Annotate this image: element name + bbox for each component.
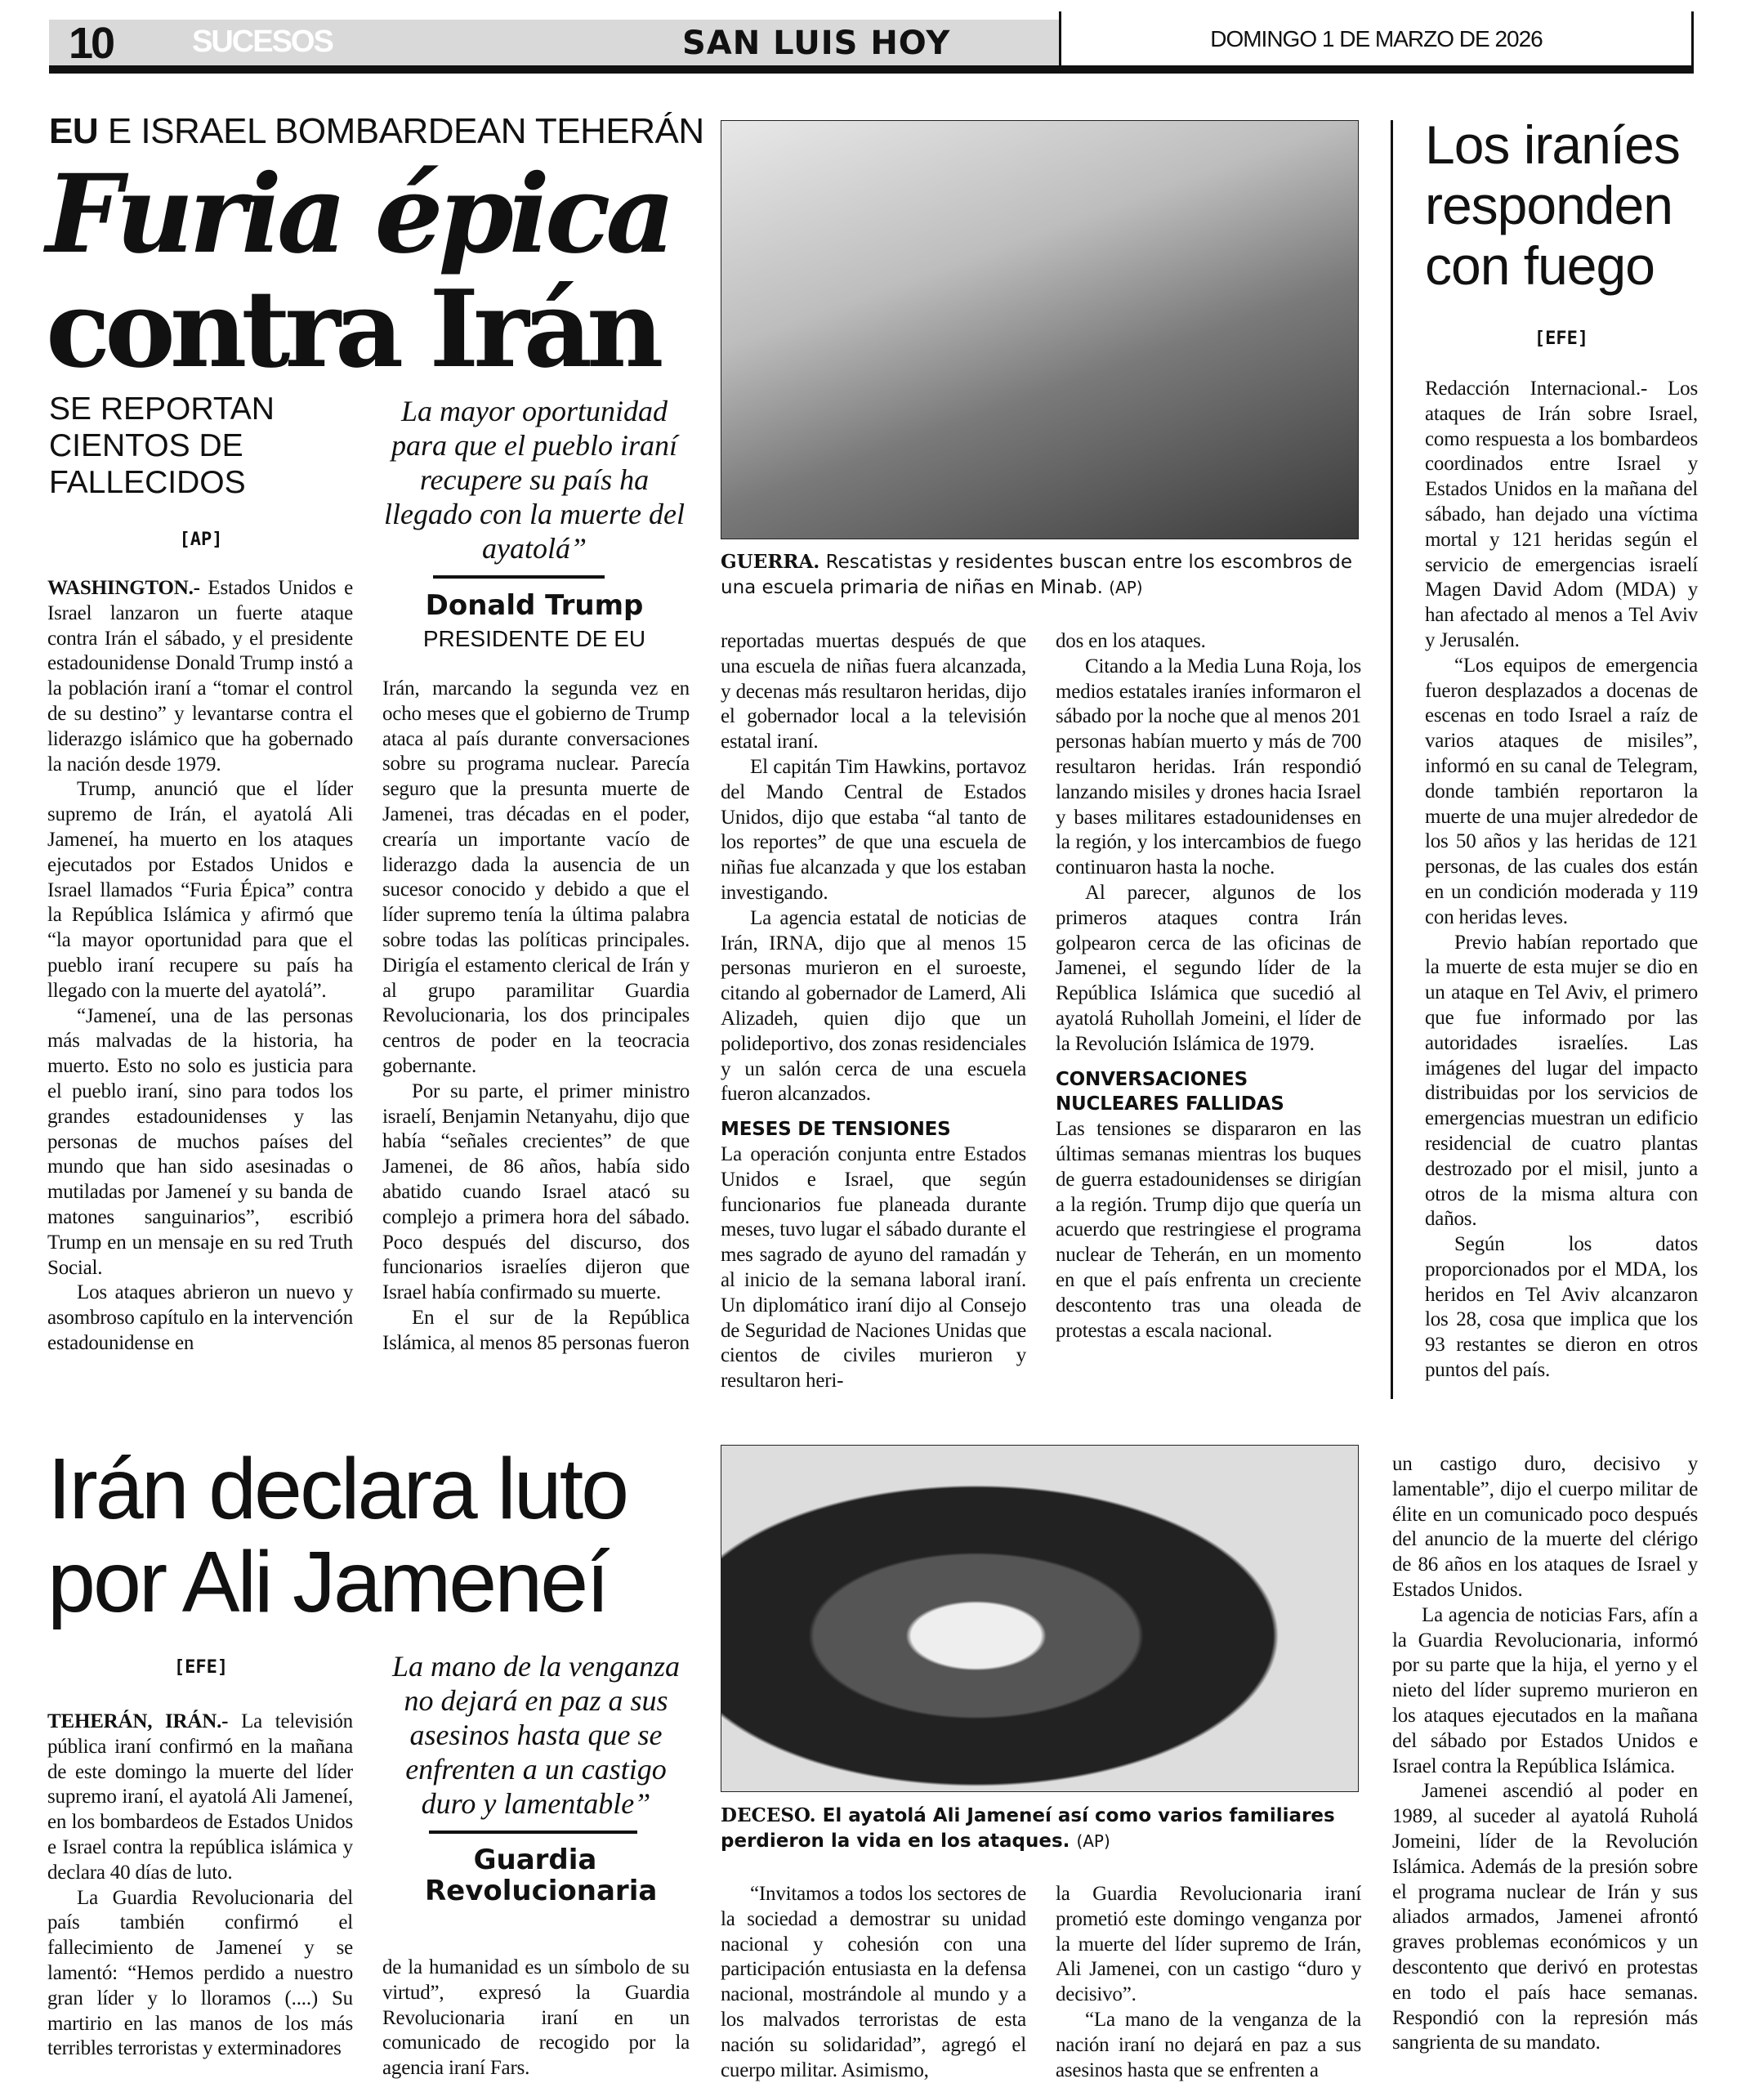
ayatollah-photo <box>721 1445 1359 1792</box>
paragraph: Jamenei ascendió al poder en 1989, al suceder al ayatolá Ruholá Jomeini, líder de la Revolución Islámica. Además de la presión sobre el programa nuclear de Irán y sus aliados armados, Jamenei afrontó graves problemas económicos y un descontento que derivó en protestas en todo el país hace semanas. Respondió con la represión más sangrienta de su mandato. <box>1392 1780 1698 2054</box>
paragraph: “Jameneí, una de las personas más malvadas de la historia, ha muerto. Esto no solo es justicia para el pueblo iraní, sino para todos los grandes estadounidenses y las personas de muchos países del mundo que han sido asesinadas o mutiladas por Jameneí y su banda de matones sanguinarios”, escribió Trump en un mensaje en su red Truth Social. <box>47 1004 353 1279</box>
section-name: SUCESOS <box>192 25 333 59</box>
photo-caption <box>721 549 1359 601</box>
paragraph: “Invitamos a todos los sectores de la sociedad a demostrar su unidad nacional y cohesión con una participación entusiasta en la defensa nacional, mostrándole al mundo y a los malvados terroristas de esta nación su solidaridad”, agregó el cuerpo militar. Asimismo, <box>721 1883 1026 2081</box>
quote-author: Donald Trump <box>425 589 644 622</box>
photo-caption <box>721 1803 1359 1854</box>
headline-line2: contra Irán <box>46 266 659 391</box>
quote-role: PRESIDENTE DE EU <box>422 626 646 651</box>
quote-author: Guardia Revolucionaria <box>425 1844 658 1907</box>
paragraph: dos en los ataques. <box>1056 630 1206 652</box>
story2-headline: Los iraníes responden con fuego <box>1425 114 1680 296</box>
paragraph: Previo habían reportado que la muerte de esta mujer se dio en un ataque en Tel Aviv, el primero que fue informado por las autoridades israelíes. Las imágenes del lugar del impacto distribuidas por los servicios de emergencias muestran un edificio residencial de cuatro plantas destrozado por el misil, junto a otros de la misma altura con daños. <box>1425 931 1698 1231</box>
kicker-text: E ISRAEL BOMBARDEAN TEHERÁN <box>107 111 704 151</box>
paragraph: En el sur de la República Islámica, al menos 85 personas fueron <box>382 1306 690 1354</box>
issue-date: DOMINGO 1 DE MARZO DE 2026 <box>1059 11 1694 67</box>
paragraph: La televisión pública iraní confirmó en la mañana de este domingo la muerte del líder supremo iraní, el ayatolá Ali Jameneí, en los bombardeos de Estados Unidos e Israel contra la república islámica y declara 40 días de luto. <box>47 1710 353 1884</box>
story3-column-3 <box>721 1882 1026 2083</box>
quote-divider <box>429 1830 637 1834</box>
paragraph: El capitán Tim Hawkins, portavoz del Mando Central de Estados Unidos, dijo que estaba “al tanto de los reportes” de que una escuela de niñas fue alcanzada y que los estaban investigando. <box>721 755 1026 904</box>
story3-credit: [EFE] <box>173 1657 229 1678</box>
story1-column-3 <box>721 629 1026 1394</box>
paragraph: la Guardia Revolucionaria iraní prometió este domingo venganza por la muerte del líder supremo de Irán, Ali Jamenei, con un castigo “duro y decisivo”. <box>1056 1883 1361 2006</box>
paragraph: “La mano de la venganza de la nación iraní no dejará en paz a sus asesinos hasta que se enfrenten a <box>1056 2008 1361 2081</box>
paragraph: Al parecer, algunos de los primeros ataques contra Irán golpearon cerca de las oficinas de Jamenei, el segundo líder de la República Islámica que sucedió al ayatolá Ruhollah Jomeini, el líder de la Revolución Islámica de 1979. <box>1056 881 1361 1055</box>
page-number: 10 <box>69 19 114 68</box>
caption-credit: (AP) <box>1109 578 1143 597</box>
caption-text: El ayatolá Ali Jameneí así como varios familiares perdieron la vida en los ataques. <box>721 1805 1335 1852</box>
pull-quote: La mayor oportunidad para que el pueblo iraní recupere su país ha llegado con la muerte del ayatolá” <box>384 395 685 565</box>
headline-line1: Furia épica <box>46 151 671 278</box>
story3-column-2 <box>382 1956 690 2081</box>
story1-column-2 <box>382 677 690 1357</box>
story-kicker <box>49 111 704 152</box>
dateline: WASHINGTON.- <box>47 577 200 599</box>
subhead: CONVERSACIONES NUCLEARES FALLIDAS <box>1056 1068 1284 1115</box>
story2-credit: [EFE] <box>1534 329 1589 349</box>
newspaper-logo: SAN LUIS HOY <box>682 25 951 62</box>
caption-lead: DECESO. <box>721 1804 816 1826</box>
paragraph: de la humanidad es un símbolo de su virtud”, expresó la Guardia Revolucionaria iraní en un comunicado de recogido por la agencia iraní Fars. <box>382 1956 690 2080</box>
paragraph: un castigo duro, decisivo y lamentable”, dijo el cuerpo militar de élite en un comunicado poco después del anuncio de la muerte del clérigo de 86 años en los ataques de Israel y Estados Unidos. <box>1392 1453 1698 1601</box>
paragraph: “Los equipos de emergencia fueron desplazados a docenas de escenas en todo Israel a raíz de varios ataques de misiles”, informó en su canal de Telegram, donde también reportaron la muerte de una mujer alrededor de los 50 años y las heridas de 121 personas, de las cuales dos están en un condición moderada y 119 con heridas leves. <box>1425 654 1698 928</box>
story3-column-5 <box>1392 1452 1698 2056</box>
story3-column-1 <box>47 1710 353 2062</box>
paragraph: La agencia estatal de noticias de Irán, IRNA, dijo que al menos 15 personas murieron en el suroeste, citando al gobernador de Lamerd, Ali Alizadeh, quien dijo que un polideportivo, dos zonas residenciales y un salón cerca de una escuela fueron alcanzados. <box>721 906 1026 1106</box>
paragraph: Los ataques abrieron un nuevo y asombroso capítulo en la intervención estadounidense en <box>47 1281 353 1354</box>
column-divider <box>1391 120 1393 1399</box>
kicker-bold: EU <box>49 111 99 151</box>
paragraph: reportadas muertas después de que una escuela de niñas fuera alcanzada, y decenas más resultaron heridas, dijo el gobernador local a la televisión estatal iraní. <box>721 630 1026 753</box>
story3-column-4 <box>1056 1882 1361 2083</box>
paragraph: Según los datos proporcionados por el MDA, los heridos en Tel Aviv alcanzaron los 28, cosa que implica que los 93 restantes se dieron en otros puntos del país. <box>1425 1233 1698 1382</box>
story1-column-4 <box>1056 629 1361 1343</box>
paragraph: Estados Unidos e Israel lanzaron un fuerte ataque contra Irán el sábado, y el presidente estadounidense Donald Trump instó a la población iraní a “tomar el control de su destino” y levantarse contra el liderazgo islámico que ha gobernado la nación desde 1979. <box>47 577 353 776</box>
paragraph: La Guardia Revolucionaria del país también confirmó el fallecimiento de Jameneí y se lamentó: “Hemos perdido a nuestro gran líder y lo lloramos (....) Su martirio en las manos de los más terribles terroristas y exterminadores <box>47 1886 353 2060</box>
dateline: TEHERÁN, IRÁN.- <box>47 1710 229 1732</box>
story1-column-1 <box>47 576 353 1357</box>
subhead: MESES DE TENSIONES <box>721 1119 951 1141</box>
paragraph: Redacción Internacional.- Los ataques de Irán sobre Israel, como respuesta a los bombardeos coordinados entre Israel y Estados Unidos en la mañana del sábado, han dejado una víctima mortal y 121 heridas según el servicio de emergencias israelí Magen David Adom (MDA) y han afectado al menos a Tel Aviv y Jerusalén. <box>1425 378 1698 651</box>
caption-lead: GUERRA. <box>721 551 820 573</box>
story-credit: [AP] <box>179 530 223 550</box>
rubble-photo <box>721 120 1359 539</box>
paragraph: Las tensiones se dispararon en las últimas semanas mientras los buques de guerra estadounidenses se dirigían a la región. Trump dijo que quería un acuerdo que restringiese el programa nuclear de Teherán, en un momento en que el país enfrenta un creciente descontento tras una oleada de protestas a escala nacional. <box>1056 1118 1361 1342</box>
paragraph: La agencia de noticias Fars, afín a la Guardia Revolucionaria, informó por su parte que la hija, el yerno y el nieto del líder supremo murieron en los ataques ejecutados en la mañana del sábado por Estados Unidos e Israel contra la República Islámica. <box>1392 1603 1698 1777</box>
caption-text: Rescatistas y residentes buscan entre los escombros de una escuela primaria de niñas en Minab. <box>721 552 1353 598</box>
paragraph: Por su parte, el primer ministro israelí, Benjamin Netanyahu, dijo que había “señales crecientes” de que Jamenei, de 86 años, había sido abatido cuando Israel atacó su complejo a primera hora del sábado. Poco después del discurso, dos funcionarios israelíes dijeron que Israel había confirmado su muerte. <box>382 1080 690 1304</box>
paragraph: Irán, marcando la segunda vez en ocho meses que el gobierno de Trump ataca al país durante conversaciones sobre su programa nuclear. Parecía seguro que la presunta muerte de Jamenei, tras décadas en el poder, crearía un importante vacío de liderazgo dada la ausencia de un sucesor conocido y debido a que el líder supremo tenía la última palabra sobre todas las políticas principales. Dirigía el estamento clerical de Irán y al grupo paramilitar Guardia Revolucionaria, los dos principales centros de poder en la teocracia gobernante. <box>382 677 690 1077</box>
pull-quote: La mano de la venganza no dejará en paz a sus asesinos hasta que se enfrenten a un castigo duro y lamentable” <box>392 1650 680 1820</box>
story-subtitle: SE REPORTAN CIENTOS DE FALLECIDOS <box>49 391 275 500</box>
paragraph: La operación conjunta entre Estados Unidos e Israel, que según funcionarios fue planeada durante meses, tuvo lugar el sábado durante el mes sagrado de ayuno del ramadán y al inicio de la semana laboral iraní. Un diplomático iraní dijo al Consejo de Seguridad de Naciones Unidas que cientos de civiles murieron y resultaron heri- <box>721 1142 1026 1392</box>
paragraph: Trump, anunció que el líder supremo de Irán, el ayatolá Ali Jameneí, ha muerto en los ataques ejecutados por Estados Unidos e Israel llamados “Furia Épica” contra la República Islámica y afirmó que “la mayor oportunidad para que el pueblo iraní recupere su país ha llegado con la muerte del ayatolá”. <box>47 778 353 1002</box>
story3-headline: Irán declara luto por Ali Jameneí <box>47 1441 627 1630</box>
story2-column <box>1425 377 1698 1383</box>
quote-divider <box>433 575 605 579</box>
header-rule <box>49 65 1694 74</box>
paragraph: Citando a la Media Luna Roja, los medios estatales iraníes informaron el sábado por la noche que al menos 201 personas habían muerto y más de 700 resultaron heridas. Irán respondió lanzando misiles y drones hacia Israel y bases militares estadounidenses en la región, y los intercambios de fuego continuaron hasta la noche. <box>1056 655 1361 879</box>
caption-credit: (AP) <box>1076 1831 1110 1851</box>
